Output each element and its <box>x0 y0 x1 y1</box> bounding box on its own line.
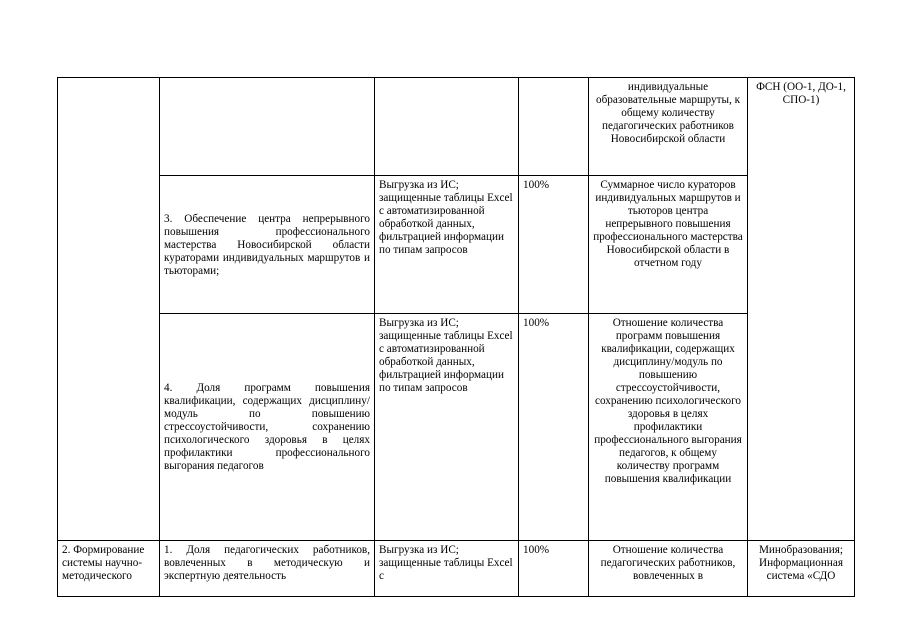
task-cell <box>58 541 160 597</box>
indicators-table <box>57 77 855 597</box>
method-cell: Выгрузка из ИС; защищенные таблицы Excel с автоматизированной обработкой данных, фильтрацией информации по типам запросов <box>375 176 519 314</box>
table-row <box>58 541 855 597</box>
method-text: Выгрузка из ИС; защищенные таблицы Excel с <box>379 544 513 582</box>
formula-text: Отношение количества педагогических работников, вовлеченных в <box>600 544 736 582</box>
owner-text: Минобразования; Информационная система «СДО <box>758 544 844 582</box>
formula-cell <box>589 541 748 597</box>
method-cell <box>375 541 519 597</box>
target-cell: 100% <box>519 176 589 314</box>
table-row <box>58 176 855 314</box>
task-text: 2. Формирование системы научно-методического <box>62 544 145 582</box>
method-cell: Выгрузка из ИС; защищенные таблицы Excel с автоматизированной обработкой данных, фильтрацией информации по типам запросов <box>375 314 519 541</box>
indicator-cell: 4. Доля программ повышения квалификации, содержащих дисциплину/модуль по повышению стрессоустойчивости, сохранению психологического здоровья в целях профилактики профессионального выгорания педагогов <box>160 314 375 541</box>
formula-cell: Отношение количества программ повышения квалификации, содержащих дисциплину/модуль по повышению стрессоустойчивости, сохранению психологического здоровья в целях профилактики профессионального выгорания педагогов, к общему количеству программ повышения квалификации <box>589 314 748 541</box>
target-cell: 100% <box>519 314 589 541</box>
indicator-cell: 3. Обеспечение центра непрерывного повышения профессионального мастерства Новосибирской области кураторами индивидуальных маршрутов и тьюторами; <box>160 176 375 314</box>
formula-cell: Суммарное число кураторов индивидуальных маршрутов и тьюторов центра непрерывного повышения профессионального мастерства Новосибирской области в отчетном году <box>589 176 748 314</box>
owner-cell: ФСН (ОО-1, ДО-1, СПО-1) <box>748 78 855 541</box>
owner-cell <box>748 541 855 597</box>
target-cell <box>519 78 589 176</box>
indicator-cell <box>160 78 375 176</box>
indicator-text: 1. Доля педагогических работников, вовлеченных в методическую и экспертную деятельность <box>164 544 370 582</box>
target-cell: 100% <box>519 541 589 597</box>
method-cell <box>375 78 519 176</box>
table-row <box>58 314 855 541</box>
table-row <box>58 78 855 176</box>
formula-cell: индивидуальные образовательные маршруты, к общему количеству педагогических работников Новосибирской области <box>589 78 748 176</box>
task-cell-continued <box>58 78 160 541</box>
indicator-cell <box>160 541 375 597</box>
